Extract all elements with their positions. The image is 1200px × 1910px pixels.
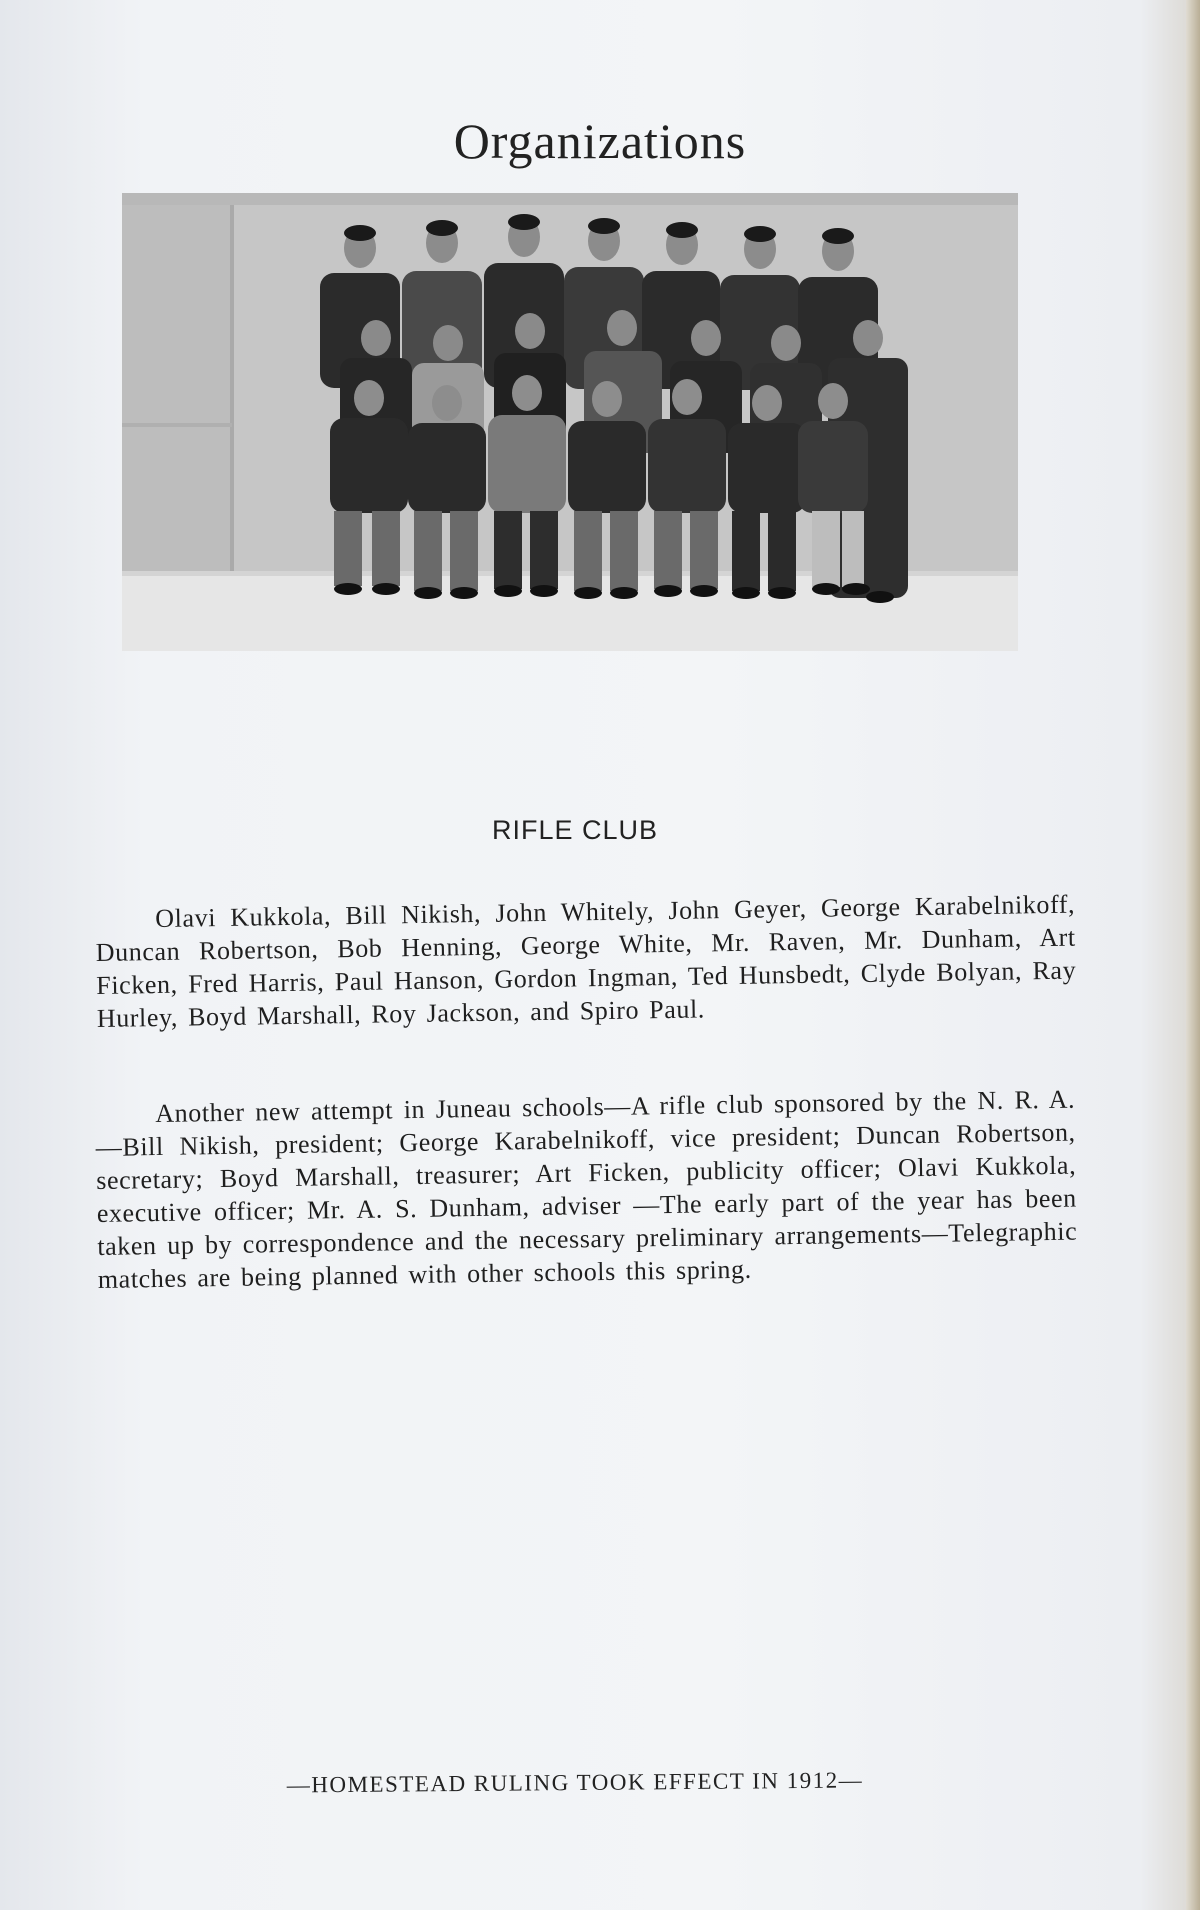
- section-heading: RIFLE CLUB: [491, 815, 659, 845]
- page-title: Organizations: [453, 113, 747, 169]
- group-photo: [122, 193, 1018, 651]
- description-paragraph: Another new attempt in Juneau schools—A rifle club sponsored by the N. R. A.—Bill Nikish, president; George Karabelnikoff, vice president; Duncan Robertson, secretary; Boyd Marshall, treasurer; Art Ficken, publicity officer; Olavi Kukkola, executive officer; Mr. A. S. Dunham, adviser —The early part of the year has been taken up by correspondence and the necessary preliminary arrangements—Telegraphic matches are being planned with other schools this spring.: [95, 1084, 1078, 1294]
- binding-edge: [1186, 0, 1200, 1910]
- members-paragraph: Olavi Kukkola, Bill Nikish, John Whitely, John Geyer, George Karabelnikoff, Duncan Robertson, Bob Henning, George White, Mr. Raven, Mr. Dunham, Art Ficken, Fred Harris, Paul Hanson, Gordon Ingman, Ted Hunsbedt, Clyde Bolyan, Ray Hurley, Boyd Marshall, Roy Jackson, and Spiro Paul.: [95, 889, 1077, 1033]
- group-photo-icon: [122, 193, 1018, 651]
- page-footer: —HOMESTEAD RULING TOOK EFFECT IN 1912—: [286, 1767, 864, 1798]
